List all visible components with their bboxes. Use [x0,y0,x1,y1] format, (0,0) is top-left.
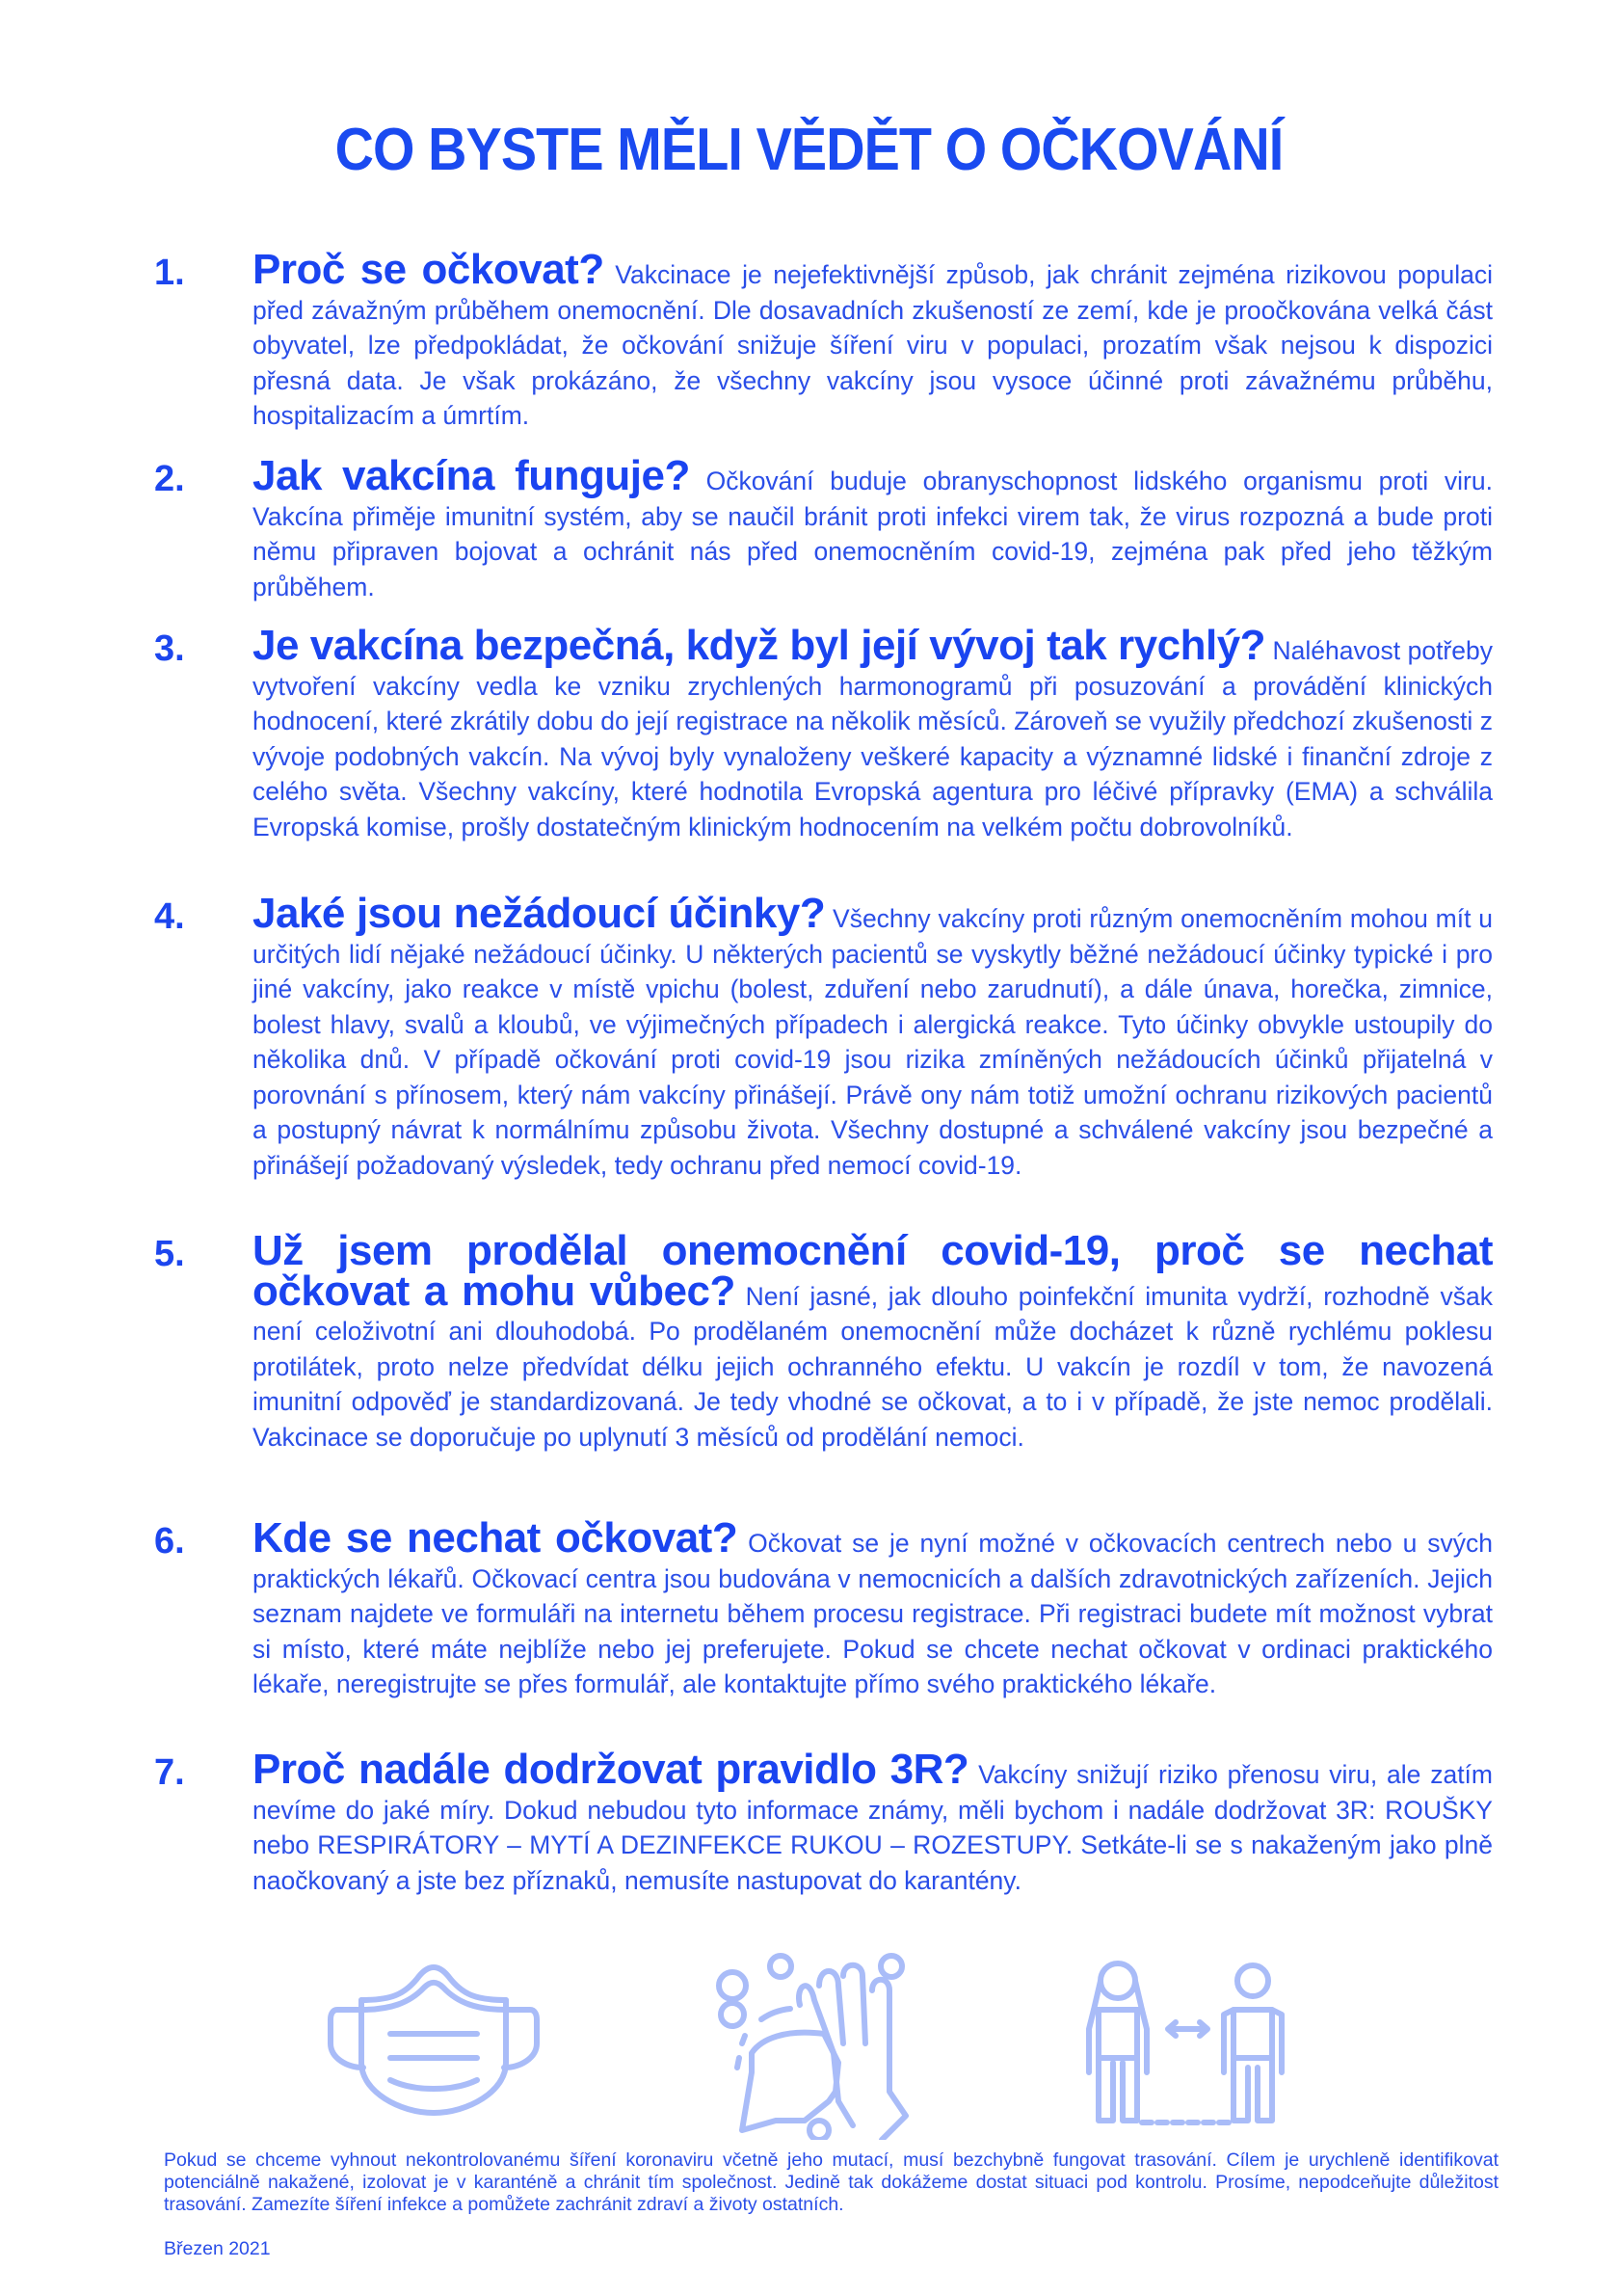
item-number: 6. [154,1521,185,1562]
item-number: 3. [154,628,185,669]
item-question: Už jsem prodělal onemocnění covid-19, proč se nechat očkovat a mohu vůbec? [252,1227,1493,1315]
3r-icons [0,1928,1618,2140]
item-body [252,246,1493,434]
item-number: 5. [154,1234,185,1274]
item-text: Vakcinace je nejefektivnější způsob, jak chránit zejména rizikovou populaci před závažným průběhem onemocnění. Dle dosavadních zkušeností ze zemí, kde je proočkována velká část obyvatel, lze předpokládat, že očkování snižuje šíření viru v populaci, prozatím však nejsou k dispozici přesná data. Je však prokázáno, že všechny vakcíny jsou vysoce účinné proti závažnému průběhu, hospitalizacím a úmrtím. [252,260,1493,430]
item-text: Vakcíny snižují riziko přenosu viru, ale zatím nevíme do jaké míry. Dokud nebudou tyto informace známy, měli bychom i nadále dodržovat 3R: ROUŠKY nebo RESPIRÁTORY – MYTÍ A DEZINFEKCE RUKOU – ROZESTUPY. Setkáte-li se s nakaženým jako plně naočkovaný a jste bez příznaků, nemusíte nastupovat do karantény. [252,1760,1493,1895]
item-body [252,1746,1493,1898]
item-number: 1. [154,253,185,293]
item-body [252,622,1493,844]
item-text: Není jasné, jak dlouho poinfekční imunita vydrží, rozhodně však není celoživotní ani dlouhodobá. Po prodělaném onemocnění může docházet k různě rychlému poklesu protilátek, proto nelze předvídat délku jejich ochranného efektu. U vakcín je rozdíl v tom, že navozená imunitní odpověď je standardizovaná. Je tedy vhodné se očkovat, a to i v případě, že jste nemoc prodělali. Vakcinace se doporučuje po uplynutí 3 měsíců od prodělání nemoci. [252,1281,1493,1452]
item-number: 7. [154,1752,185,1793]
item-body [252,452,1493,604]
item-question: Je vakcína bezpečná, když byl její vývoj tak rychlý? [252,622,1266,669]
item-number: 2. [154,459,185,499]
item-text: Naléhavost potřeby vytvoření vakcíny vedla ke vzniku zrychlených harmonogramů při posuzování a provádění klinických hodnocení, které zkrátily dobu do její registrace na několik měsíců. Zároveň se využily předchozí zkušenosti z vývoje podobných vakcín. Na vývoj byly vynaloženy veškeré kapacity a významné lidské i finanční zdroje z celého světa. Všechny vakcíny, které hodnotila Evropská agentura pro léčivé přípravky (EMA) a schválila Evropská komise, prošly dostatečným klinickým hodnocením na velkém počtu dobrovolníků. [252,636,1493,841]
item-question: Proč se očkovat? [252,246,604,293]
item-question: Jak vakcína funguje? [252,452,690,499]
item-text: Očkování buduje obranyschopnost lidského organismu proti viru. Vakcína přiměje imunitní systém, aby se naučil bránit proti infekci virem tak, že virus rozpozná a bude proti němu připraven bojovat a ochránit nás před onemocněním covid-19, zejména pak před jeho těžkým průběhem. [252,467,1493,601]
item-question: Proč nadále dodržovat pravidlo 3R? [252,1746,969,1793]
social-distancing-icon [1079,1957,1291,2130]
item-text: Očkovat se je nyní možné v očkovacích centrech nebo u svých praktických lékařů. Očkovací centra jsou budována v nemocnicích a dalších zdravotnických zařízeních. Jejich seznam najdete ve formuláři na internetu během procesu registrace. Při registraci budete mít možnost vybrat si místo, které máte nejblíže nebo jej preferujete. Pokud se chcete nechat očkovat v ordinaci praktického lékaře, neregistrujte se přes formulář, ale kontaktujte přímo svého praktického lékaře. [252,1529,1493,1698]
item-text: Všechny vakcíny proti různým onemocněním mohou mít u určitých lidí nějaké nežádoucí účinky. U některých pacientů se vyskytly běžné nežádoucí účinky typické i pro jiné vakcíny, jako reakce v místě vpichu (bolest, zduření nebo zarudnutí), a dále únava, horečka, zimnice, bolest hlavy, svalů a kloubů, ve výjimečných případech i alergická reakce. Tyto účinky obvykle ustoupily do několika dnů. V případě očkování proti covid-19 jsou rizika zmíněných nežádoucích účinků přijatelná v porovnání s přínosem, který nám vakcíny přinášejí. Právě ony nám totiž umožní ochranu rizikových pacientů a postupný návrat k normálnímu způsobu života. Všechny dostupné a schválené vakcíny jsou bezpečné a přinášejí požadovaný výsledek, tedy ochranu před nemocí covid-19. [252,904,1493,1180]
item-question: Kde se nechat očkovat? [252,1514,738,1562]
item-body [252,1514,1493,1702]
item-body [252,890,1493,1183]
hand-washing-icon [708,1947,911,2140]
footer-note: Pokud se chceme vyhnout nekontrolovanému šíření koronaviru včetně jeho mutací, musí bezchybně fungovat trasování. Cílem je urychleně identifikovat potenciálně nakažené, izolovat je v karanténě a chránit tím společnost. Jedině tak dokážeme dostat situaci pod kontrolu. Prosíme, nepodceňujte důležitost trasování. Zamezíte šíření infekce a pomůžete zachránit zdraví a životy ostatních. [164,2149,1499,2215]
face-mask-icon [323,1957,544,2121]
item-question: Jaké jsou nežádoucí účinky? [252,890,826,937]
item-body [252,1227,1493,1455]
publication-date: Březen 2021 [164,2238,271,2259]
item-number: 4. [154,896,185,937]
page-title: CO BYSTE MĚLI VĚDĚT O OČKOVÁNÍ [334,117,1284,183]
